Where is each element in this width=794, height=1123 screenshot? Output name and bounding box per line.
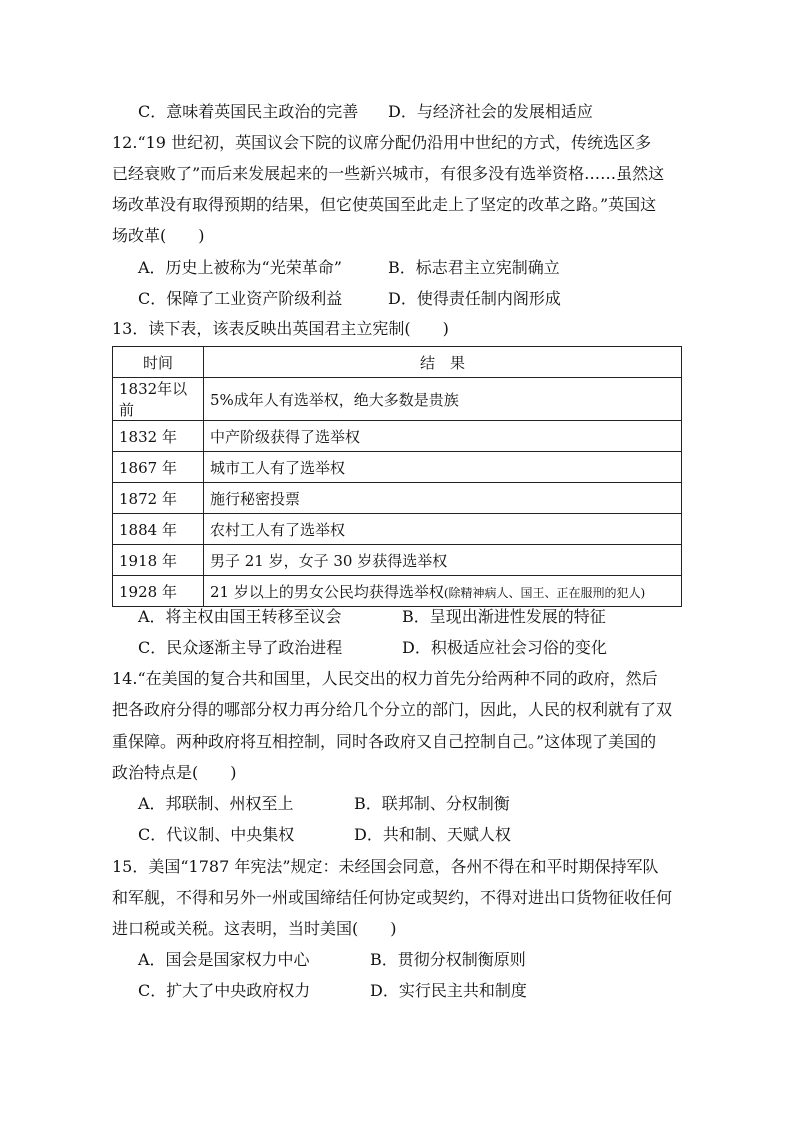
q14-option-d: D．共和制、天赋人权 bbox=[354, 825, 511, 844]
suffrage-table bbox=[112, 346, 682, 607]
q13-option-c: C．民众逐渐主导了政治进程 bbox=[138, 638, 343, 657]
table-cell-result: 男子 21 岁，女子 30 岁获得选举权 bbox=[204, 545, 682, 576]
q12-stem-line: 12.“19 世纪初，英国议会下院的议席分配仍沿用中世纪的方式，传统选区多 bbox=[112, 133, 652, 152]
table-header-result: 结 果 bbox=[204, 347, 682, 378]
q14-stem-line: 14.“在美国的复合共和国里，人民交出的权力首先分给两种不同的政府，然后 bbox=[112, 669, 658, 688]
table-cell-time: 1918 年 bbox=[113, 545, 204, 576]
q13-option-b: B．呈现出渐进性发展的特征 bbox=[402, 607, 606, 626]
table-cell-time: 1832 年 bbox=[113, 421, 204, 452]
table-row bbox=[113, 452, 682, 483]
q15-stem-line: 和军舰，不得和另外一州或国缔结任何协定或契约，不得对进出口货物征收任何 bbox=[112, 888, 673, 907]
q12-option-c: C．保障了工业资产阶级利益 bbox=[138, 289, 343, 308]
q12-option-b: B．标志君主立宪制确立 bbox=[388, 258, 560, 277]
q13-option-a: A．将主权由国王转移至议会 bbox=[138, 607, 342, 626]
q14-option-a: A．邦联制、州权至上 bbox=[138, 794, 294, 813]
table-cell-note: (除精神病人、国王、正在服刑的犯人) bbox=[443, 585, 646, 600]
q13-stem: 13．读下表，该表反映出英国君主立宪制( ) bbox=[112, 319, 449, 338]
table-header-row bbox=[113, 347, 682, 378]
q12-stem-line: 场改革没有取得预期的结果，但它使英国至此走上了坚定的改革之路。”英国这 bbox=[112, 195, 657, 214]
table-cell-result: 中产阶级获得了选举权 bbox=[204, 421, 682, 452]
q12-option-a: A．历史上被称为“光荣革命” bbox=[138, 258, 342, 277]
q12-option-d: D．使得责任制内阁形成 bbox=[388, 289, 561, 308]
table-cell-time: 1832年以前 bbox=[113, 378, 204, 421]
table-cell-time: 1928 年 bbox=[113, 576, 204, 607]
q11-option-c: C．意味着英国民主政治的完善 bbox=[138, 102, 359, 121]
q14-stem-line: 重保障。两种政府将互相控制，同时各政府又自己控制自己。”这体现了美国的 bbox=[112, 732, 657, 751]
table-row bbox=[113, 483, 682, 514]
q15-option-c: C．扩大了中央政府权力 bbox=[138, 981, 311, 1000]
q14-option-c: C．代议制、中央集权 bbox=[138, 825, 295, 844]
q12-stem-line: 场改革( ) bbox=[112, 226, 205, 245]
q15-stem-line: 进口税或关税。这表明，当时美国( ) bbox=[112, 919, 397, 938]
q13-option-d: D．积极适应社会习俗的变化 bbox=[402, 638, 607, 657]
table-header-time: 时间 bbox=[113, 347, 204, 378]
table-row bbox=[113, 421, 682, 452]
table-row bbox=[113, 378, 682, 421]
q14-option-b: B．联邦制、分权制衡 bbox=[354, 794, 510, 813]
table-row bbox=[113, 514, 682, 545]
table-cell-time: 1884 年 bbox=[113, 514, 204, 545]
table-row bbox=[113, 545, 682, 576]
q15-option-a: A．国会是国家权力中心 bbox=[138, 950, 310, 969]
q15-option-d: D．实行民主共和制度 bbox=[370, 981, 527, 1000]
table-cell-result-text: 21 岁以上的男女公民均获得选举权 bbox=[210, 582, 444, 601]
table-cell-result: 城市工人有了选举权 bbox=[204, 452, 682, 483]
table-cell-result bbox=[204, 576, 682, 607]
table-cell-result: 施行秘密投票 bbox=[204, 483, 682, 514]
q11-option-d: D．与经济社会的发展相适应 bbox=[388, 102, 593, 121]
table-cell-result: 农村工人有了选举权 bbox=[204, 514, 682, 545]
q14-stem-line: 政治特点是( ) bbox=[112, 763, 237, 782]
table-cell-time: 1872 年 bbox=[113, 483, 204, 514]
q14-stem-line: 把各政府分得的哪部分权力再分给几个分立的部门，因此，人民的权利就有了双 bbox=[112, 700, 673, 719]
q12-stem-line: 已经衰败了”而后来发展起来的一些新兴城市，有很多没有选举资格……虽然这 bbox=[112, 164, 665, 183]
q15-stem-line: 15．美国“1787 年宪法”规定：未经国会同意，各州不得在和平时期保持军队 bbox=[112, 857, 659, 876]
q15-option-b: B．贯彻分权制衡原则 bbox=[370, 950, 526, 969]
table-row bbox=[113, 576, 682, 607]
table-cell-time: 1867 年 bbox=[113, 452, 204, 483]
table-cell-result: 5%成年人有选举权，绝大多数是贵族 bbox=[204, 378, 682, 421]
